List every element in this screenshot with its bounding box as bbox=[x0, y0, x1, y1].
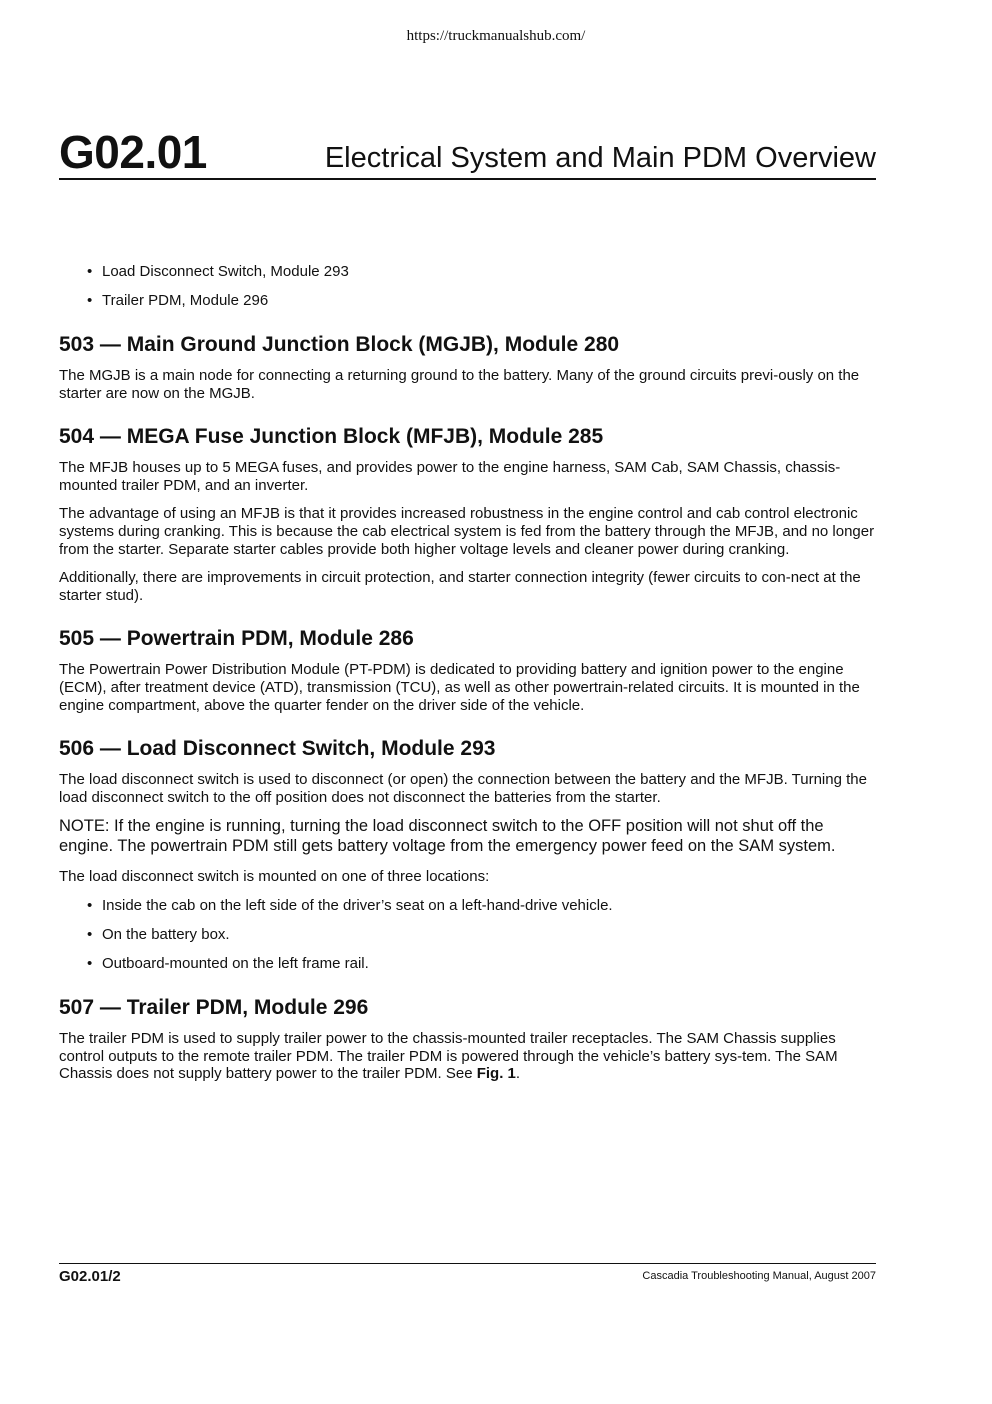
chapter-number: G02.01 bbox=[59, 126, 207, 178]
footer-divider bbox=[59, 1263, 876, 1264]
paragraph: The advantage of using an MFJB is that it provides increased robustness in the engine control and cab control electronic systems during cranking. This is because the cab electrical system is fed from the battery through the MFJB, and no longer from the starter. Separate starter cables provide both higher voltage levels and cleaner power during cranking. bbox=[59, 505, 875, 558]
list-item: • Load Disconnect Switch, Module 293 bbox=[59, 263, 876, 281]
list-item: • Inside the cab on the left side of the driver’s seat on a left-hand-drive vehicle. bbox=[59, 897, 876, 915]
list-item: • On the battery box. bbox=[59, 926, 876, 944]
section-heading-504: 504 — MEGA Fuse Junction Block (MFJB), Module 285 bbox=[59, 425, 604, 449]
section-heading-507: 507 — Trailer PDM, Module 296 bbox=[59, 995, 369, 1019]
source-url[interactable]: https://truckmanualshub.com/ bbox=[406, 28, 586, 44]
paragraph-end: . bbox=[515, 1065, 521, 1083]
paragraph bbox=[59, 1030, 876, 1083]
page-number: G02.01/2 bbox=[59, 1268, 121, 1285]
section-heading-506: 506 — Load Disconnect Switch, Module 293 bbox=[59, 737, 496, 761]
note: NOTE: If the engine is running, turning the load disconnect switch to the OFF position will not shut off the engine. The powertrain PDM still gets battery voltage from the emergency power feed on the SAM system. bbox=[59, 817, 836, 855]
paragraph: The Powertrain Power Distribution Module (PT-PDM) is dedicated to providing battery and ignition power to the engine (ECM), after treatment device (ATD), transmission (TCU), as well as other powertrain-related circuits. It is mounted in the engine compartment, above the quarter fender on the driver side of the vehicle. bbox=[59, 661, 860, 714]
figure-reference[interactable]: Fig. 1 bbox=[476, 1065, 516, 1083]
section-heading-505: 505 — Powertrain PDM, Module 286 bbox=[59, 627, 414, 651]
page-header bbox=[59, 126, 876, 180]
page-title: Electrical System and Main PDM Overview bbox=[324, 142, 876, 174]
list-item: • Trailer PDM, Module 296 bbox=[59, 292, 876, 310]
manual-name: Cascadia Troubleshooting Manual, August 2007 bbox=[642, 1270, 876, 1282]
section-heading-503: 503 — Main Ground Junction Block (MGJB), Module 280 bbox=[59, 333, 620, 356]
paragraph: The MGJB is a main node for connecting a returning ground to the battery. Many of the ground circuits previ-ously on the starter are now on the MGJB. bbox=[59, 367, 860, 402]
paragraph: The load disconnect switch is mounted on one of three locations: bbox=[59, 868, 490, 886]
list-item: • Outboard-mounted on the left frame rail. bbox=[59, 955, 876, 973]
page-content bbox=[59, 263, 876, 1094]
paragraph: Additionally, there are improvements in circuit protection, and starter connection integrity (fewer circuits to con-nect at the starter stud). bbox=[59, 569, 861, 604]
paragraph: The MFJB houses up to 5 MEGA fuses, and provides power to the engine harness, SAM Cab, SAM Chassis, chassis-mounted trailer PDM, and an inverter. bbox=[59, 459, 841, 494]
paragraph: The load disconnect switch is used to disconnect (or open) the connection between the battery and the MFJB. Turning the load disconnect switch to the off position does not disconnect the batteries from the starter. bbox=[59, 771, 867, 806]
paragraph-text: The trailer PDM is used to supply trailer power to the chassis-mounted trailer receptacles. The SAM Chassis supplies control outputs to the remote trailer PDM. The trailer PDM is powered through the vehicle’s battery sys-tem. The SAM Chassis does not supply battery power to the trailer PDM. See bbox=[59, 1029, 838, 1083]
